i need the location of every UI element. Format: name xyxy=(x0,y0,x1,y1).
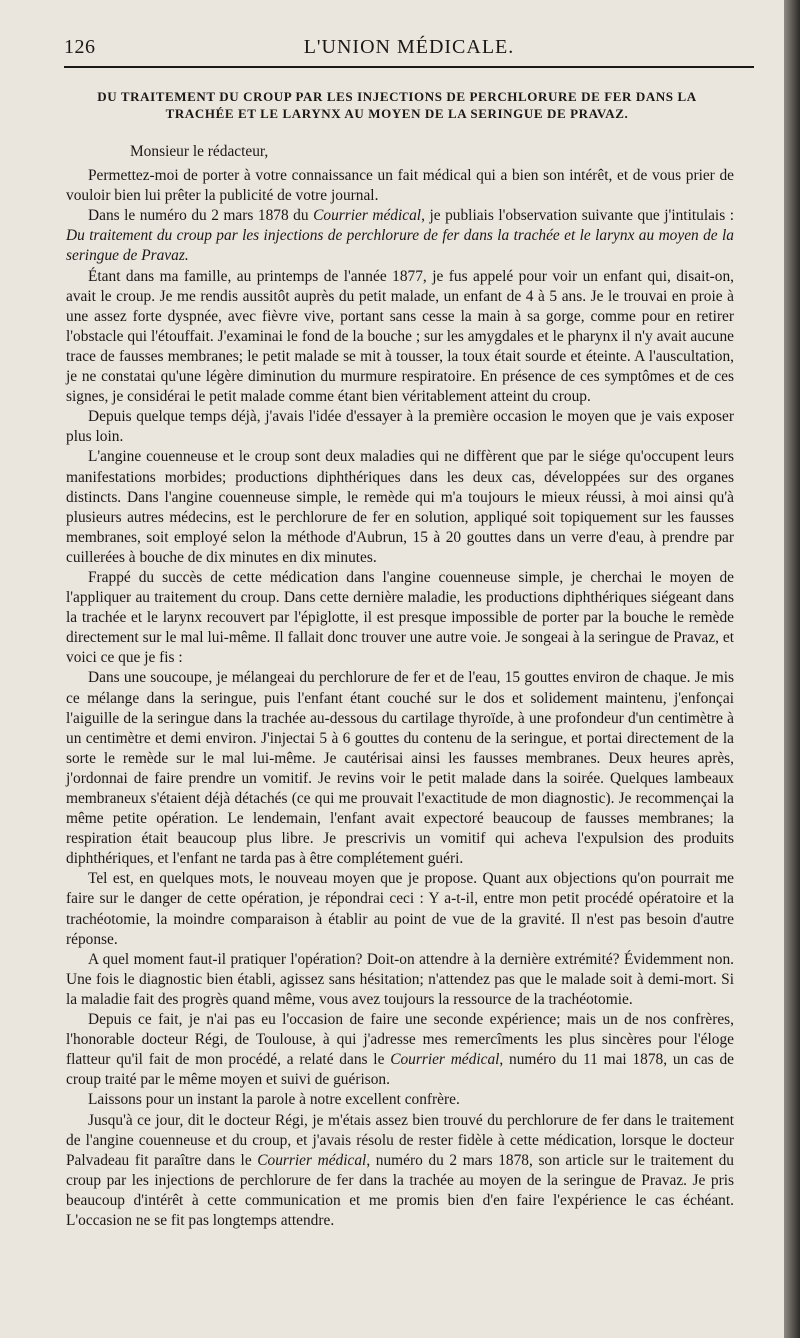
paragraph-3: Étant dans ma famille, au printemps de l'année 1877, je fus appelé pour voir un enfant qui, disait-on, avait le croup. Je me rendis aussitôt auprès du petit malade, un enfant de 4 à 5 ans. Je le trouvai en proie à une assez forte dyspnée, avec fièvre vive, portant sans cesse la main à sa gorge, comme pour en retirer l'obstacle qui l'étouffait. J'examinai le fond de la bouche ; sur les amygdales et le pharynx il n'y avait aucune trace de fausses membranes; le petit malade se mit à tousser, la toux était sourde et éteinte. A l'auscultation, je ne constatai qu'une légère diminution du murmure respiratoire. En présence de ces symptômes et de ces signes, je considérai le petit malade comme étant bien véritablement atteint du croup. xyxy=(66,267,734,406)
paragraph-2: Dans le numéro du 2 mars 1878 du Courrier médical, je publiais l'observation suivante que j'intitulais : Du traitement du croup par les injections de perchlorure de fer dans la trachée et le larynx au moyen de la seringue de Pravaz. xyxy=(66,207,734,265)
paragraph-4: Depuis quelque temps déjà, j'avais l'idée d'essayer à la première occasion le moyen que je vais exposer plus loin. xyxy=(66,408,734,446)
paragraph-1: Permettez-moi de porter à votre connaissance un fait médical qui a bien son intérêt, et de vous prier de vouloir bien lui prêter la publicité de votre journal. xyxy=(66,167,734,205)
journal-name: Courrier médical xyxy=(257,1151,367,1169)
paragraph-10: Depuis ce fait, je n'ai pas eu l'occasion de faire une seconde expérience; mais un de nos confrères, l'honorable docteur Régi, de Toulouse, à qui j'adresse mes remercîments les plus sincères pour l'éloge flatteur qu'il fait de mon procédé, a relaté dans le Courrier médical, numéro du 11 mai 1878, un cas de croup traité par le même moyen et suivi de guérison. xyxy=(66,1011,734,1089)
header-rule xyxy=(64,66,754,68)
paragraph-12: Jusqu'à ce jour, dit le docteur Régi, je m'étais assez bien trouvé du perchlorure de fer dans le traitement de l'angine couenneuse et du croup, et j'avais résolu de rester fidèle à cette médication, lorsque le docteur Palvadeau fit paraître dans le Courrier médical, numéro du 2 mars 1878, son article sur le traitement du croup par les injections de perchlorure de fer dans la trachée au moyen de la seringue de Pravaz. Je pris beaucoup d'intérêt à cette communication et me promis bien d'en faire l'expérience le cas échéant. L'occasion ne se fit pas longtemps attendre. xyxy=(66,1111,734,1229)
observation-title: Du traitement du croup par les injections de perchlorure de fer dans la trachée et le larynx au moyen de la seringue de Pravaz. xyxy=(66,227,734,265)
book-binding-edge xyxy=(784,0,800,1338)
journal-name: Courrier médical xyxy=(390,1051,500,1069)
paragraph-6: Frappé du succès de cette médication dans l'angine couenneuse simple, je cherchai le moyen de l'appliquer au traitement du croup. Dans cette dernière maladie, les productions diphthériques siégeant dans la trachée et le larynx recouvert par l'épiglotte, il est presque impossible de porter par la bouche le remède directement sur le mal lui-même. Il fallait donc trouver une autre voie. Je songeai à la seringue de Pravaz, et voici ce que je fis : xyxy=(66,568,734,667)
article-title: DU TRAITEMENT DU CROUP PAR LES INJECTIONS DE PERCHLORURE DE FER DANS LA TRACHÉE ET LE LARYNX AU MOYEN DE LA SERINGUE DE PRAVAZ. xyxy=(97,89,697,121)
page-header xyxy=(64,36,754,62)
page-number: 126 xyxy=(64,36,96,58)
paragraph-11: Laissons pour un instant la parole à notre excellent confrère. xyxy=(88,1091,460,1109)
paragraph-5: L'angine couenneuse et le croup sont deux maladies qui ne diffèrent que par le siége qu'occupent leurs manifestations morbides; productions diphthériques dans les deux cas, développées sur des organes distincts. Dans l'angine couenneuse simple, le remède qui m'a toujours le mieux réussi, à moi ainsi qu'à plusieurs autres médecins, est le perchlorure de fer en solution, appliqué soit topiquement sur les fausses membranes, soit employé selon la méthode d'Aubrun, 15 à 20 gouttes dans un verre d'eau, à prendre par cuillerées à bouche de dix minutes en dix minutes. xyxy=(66,448,734,566)
article-body xyxy=(66,142,734,1231)
paragraph-7: Dans une soucoupe, je mélangeai du perchlorure de fer et de l'eau, 15 gouttes environ de chaque. Je mis ce mélange dans la seringue, puis l'enfant étant couché sur le dos et solidement maintenu, j'enfonçai l'aiguille de la seringue dans la trachée au-dessous du cartilage thyroïde, à une profondeur d'un centimètre à un centimètre et demi environ. J'injectai 5 à 6 gouttes du contenu de la seringue, et portai directement de la sorte le remède sur le mal lui-même. Je cautérisai ainsi les fausses membranes. Deux heures après, j'ordonnai de faire prendre un vomitif. Je revins voir le petit malade dans la soirée. Quelques lambeaux membraneux s'étaient déjà détachés (ce qui me prouvait l'exactitude de mon diagnostic). Je recommençai la même petite opération. Le lendemain, l'enfant avait expectoré beaucoup de fausses membranes; la respiration était beaucoup plus libre. Je prescrivis un vomitif qui acheva l'expulsion des produits diphthériques, et l'enfant ne tarda pas à être complétement guéri. xyxy=(66,669,734,868)
running-head: L'UNION MÉDICALE. xyxy=(303,36,515,58)
salutation: Monsieur le rédacteur, xyxy=(130,143,269,160)
paragraph-9: A quel moment faut-il pratiquer l'opération? Doit-on attendre à la dernière extrémité? Évidemment non. Une fois le diagnostic bien établi, agissez sans hésitation; n'attendez pas que le malade soit à demi-mort. Si la maladie fait des progrès quand même, vous avez toujours la ressource de la trachéotomie. xyxy=(66,950,734,1008)
paragraph-8: Tel est, en quelques mots, le nouveau moyen que je propose. Quant aux objections qu'on pourrait me faire sur le danger de cette opération, je répondrai ceci : Y a-t-il, entre mon petit procédé opératoire et la trachéotomie, la moindre comparaison à établir au point de vue de la gravité. Il n'est pas besoin d'autre réponse. xyxy=(66,870,734,948)
journal-name: Courrier médical xyxy=(313,207,422,225)
